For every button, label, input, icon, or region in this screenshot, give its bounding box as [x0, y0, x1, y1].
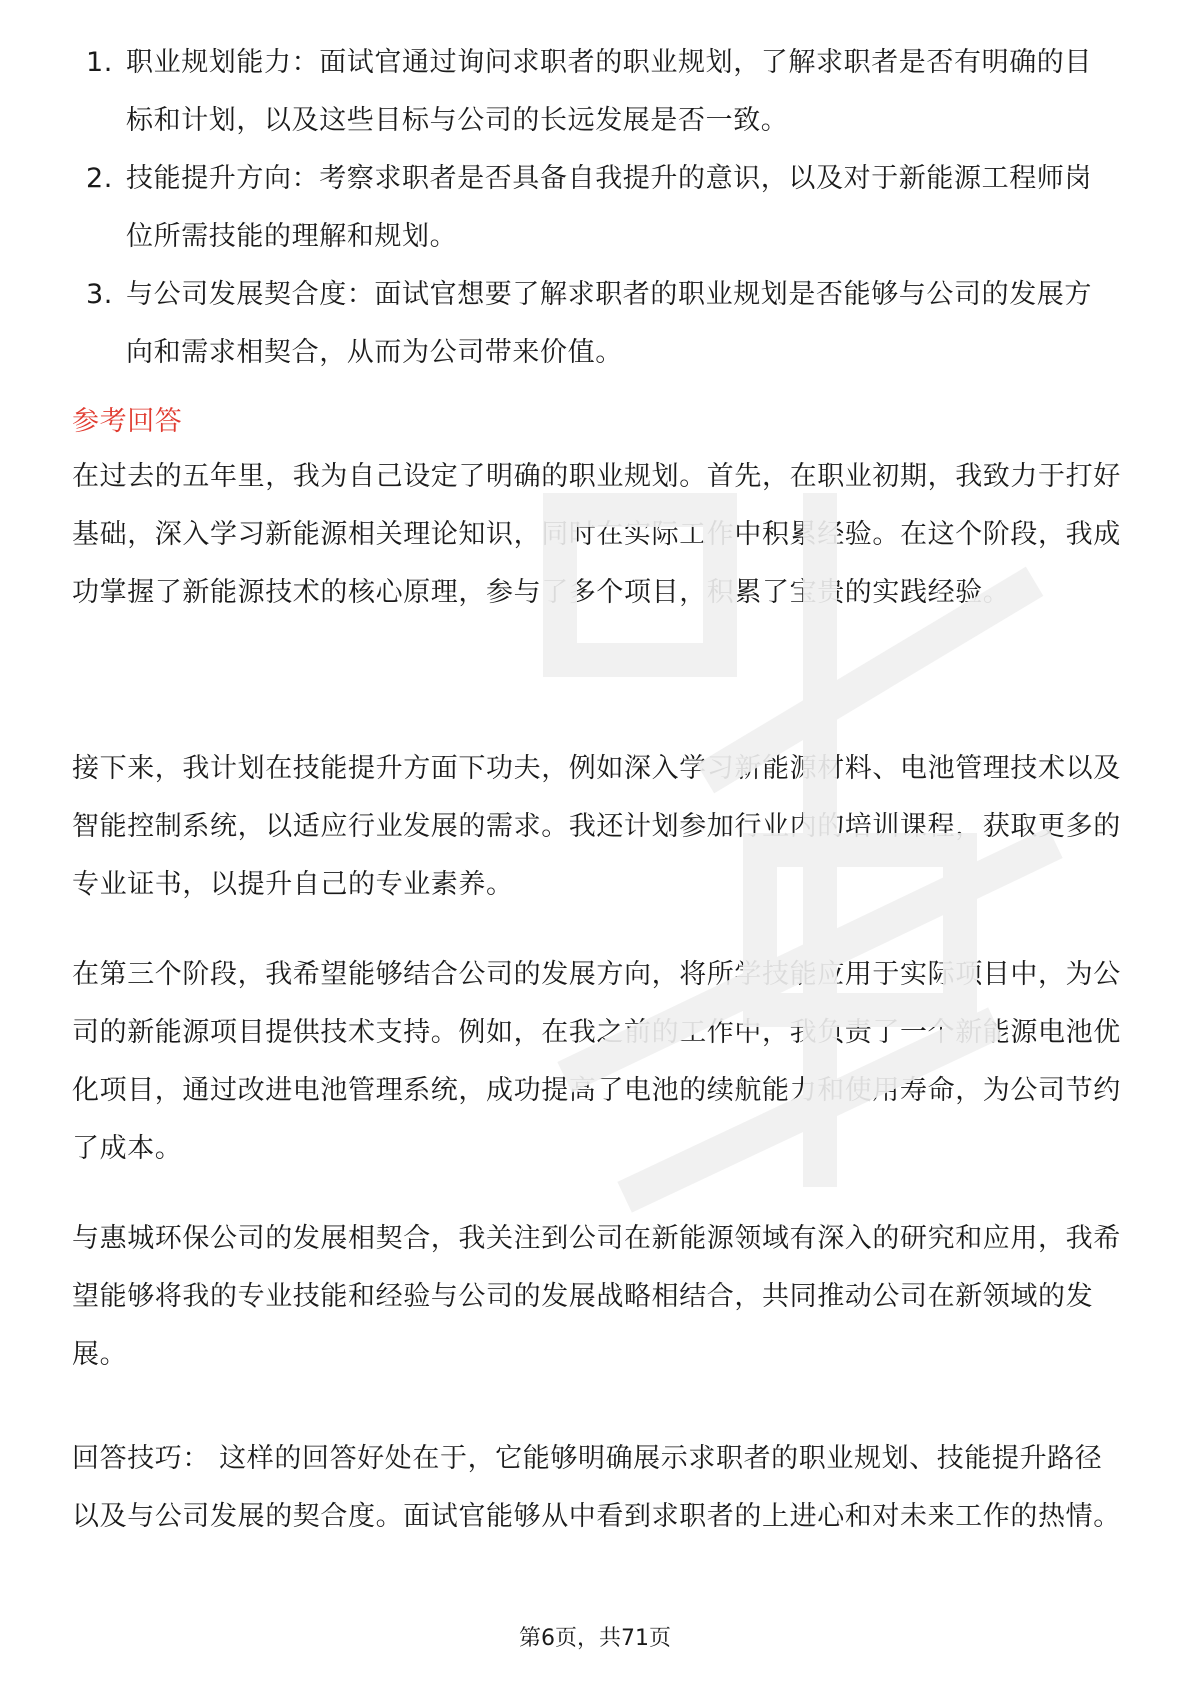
tips-paragraph: 回答技巧： 这样的回答好处在于，它能够明确展示求职者的职业规划、技能提升路径以及与公司发展的契合度。面试官能够从中看到求职者的上进心和对未来工作的热情。 [72, 1443, 1121, 1532]
list-item [0, 266, 1116, 382]
list-number: 3. [86, 279, 113, 310]
answer-paragraph: 接下来，我计划在技能提升方面下功夫，例如深入学习新能源材料、电池管理技术以及智能控制系统，以适应行业发展的需求。我还计划参加行业内的培训课程，获取更多的专业证书，以提升自己的专业素养。 [72, 753, 1121, 900]
list-item [0, 34, 1116, 150]
page-number: 第6页，共71页 [519, 1626, 671, 1651]
list-item-text: 职业规划能力：面试官通过询问求职者的职业规划，了解求职者是否有明确的目标和计划，以及这些目标与公司的长远发展是否一致。 [126, 47, 1092, 136]
criteria-list [0, 34, 1190, 382]
answer-paragraph: 与惠城环保公司的发展相契合，我关注到公司在新能源领域有深入的研究和应用，我希望能够将我的专业技能和经验与公司的发展战略相结合，共同推动公司在新领域的发展。 [72, 1223, 1121, 1370]
answer-paragraph: 在过去的五年里，我为自己设定了明确的职业规划。首先，在职业初期，我致力于打好基础，深入学习新能源相关理论知识，同时在实际工作中积累经验。在这个阶段，我成功掌握了新能源技术的核心原理，参与了多个项目，积累了宝贵的实践经验。 [72, 461, 1121, 608]
list-item-text: 与公司发展契合度：面试官想要了解求职者的职业规划是否能够与公司的发展方向和需求相契合，从而为公司带来价值。 [126, 279, 1092, 368]
section-title: 参考回答 [72, 406, 183, 437]
list-number: 1. [86, 47, 113, 78]
list-item-text: 技能提升方向：考察求职者是否具备自我提升的意识，以及对于新能源工程师岗位所需技能的理解和规划。 [126, 163, 1092, 252]
list-item [0, 150, 1116, 266]
answer-paragraph: 在第三个阶段，我希望能够结合公司的发展方向，将所学技能应用于实际项目中，为公司的新能源项目提供技术支持。例如，在我之前的工作中，我负责了一个新能源电池优化项目，通过改进电池管理系统，成功提高了电池的续航能力和使用寿命，为公司节约了成本。 [72, 959, 1121, 1164]
list-number: 2. [86, 163, 113, 194]
